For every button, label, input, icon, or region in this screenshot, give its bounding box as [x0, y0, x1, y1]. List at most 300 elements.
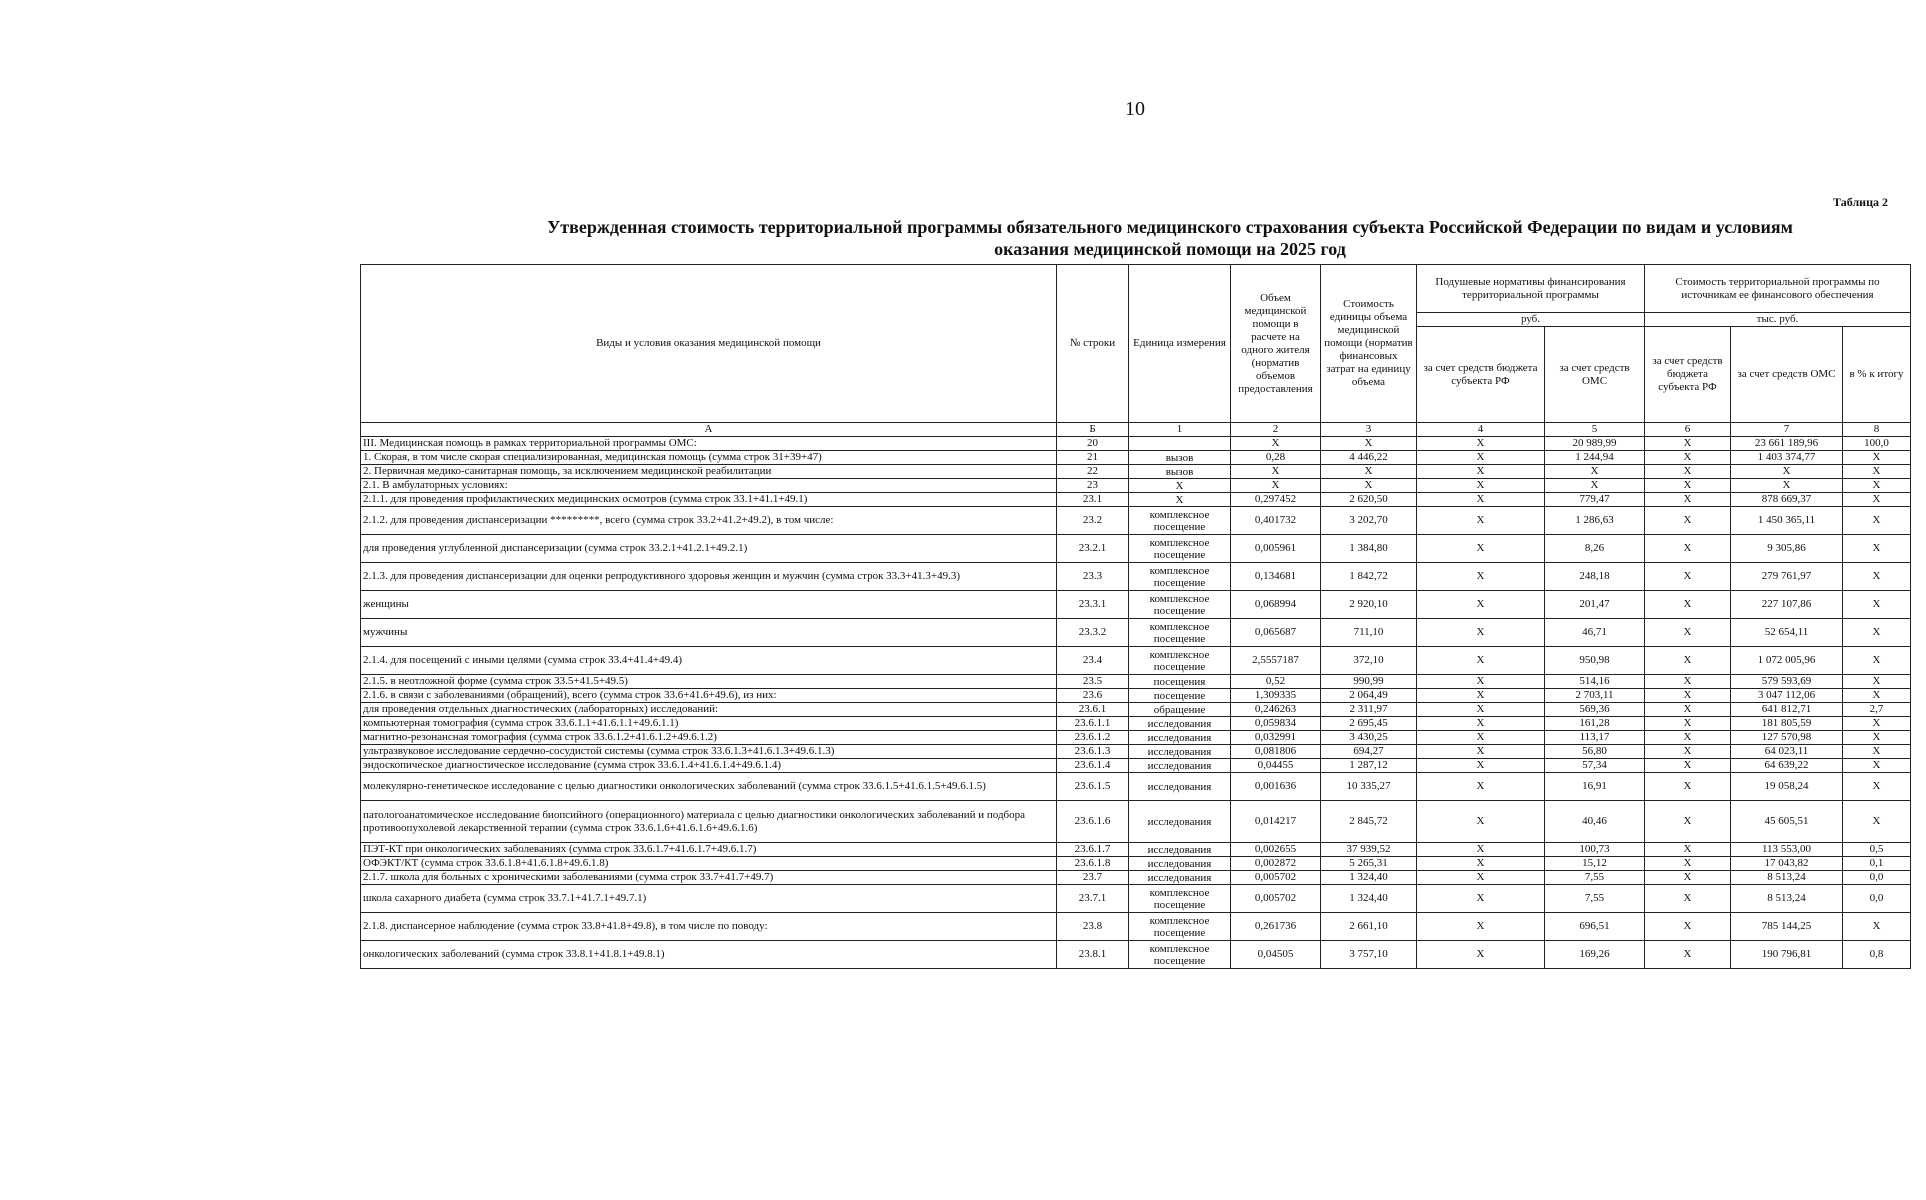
row-number: 23.6 — [1057, 689, 1129, 703]
row-percent: X — [1843, 591, 1911, 619]
row-oms-cost: 8 513,24 — [1731, 871, 1843, 885]
row-number: 23 — [1057, 479, 1129, 493]
table-row — [361, 689, 1911, 703]
header-activity: Виды и условия оказания медицинской помощи — [361, 265, 1057, 423]
row-percent: X — [1843, 535, 1911, 563]
table-row — [361, 493, 1911, 507]
row-budget-per-capita: X — [1417, 479, 1545, 493]
row-unit-cost: 694,27 — [1321, 745, 1417, 759]
row-budget-per-capita: X — [1417, 465, 1545, 479]
row-name: 1. Скорая, в том числе скорая специализированная, медицинская помощь (сумма строк 31+39+47) — [361, 451, 1057, 465]
row-percent: 0,0 — [1843, 885, 1911, 913]
row-budget-cost: X — [1645, 773, 1731, 801]
row-budget-cost: X — [1645, 465, 1731, 479]
row-number: 23.6.1.2 — [1057, 731, 1129, 745]
row-unit: исследования — [1129, 857, 1231, 871]
row-oms-cost: 113 553,00 — [1731, 843, 1843, 857]
row-volume: 1,309335 — [1231, 689, 1321, 703]
table-row — [361, 843, 1911, 857]
row-budget-cost: X — [1645, 871, 1731, 885]
row-volume: 0,065687 — [1231, 619, 1321, 647]
row-oms-cost: 127 570,98 — [1731, 731, 1843, 745]
row-budget-cost: X — [1645, 479, 1731, 493]
row-oms-per-capita: 40,46 — [1545, 801, 1645, 843]
table-row — [361, 437, 1911, 451]
row-budget-per-capita: X — [1417, 675, 1545, 689]
row-name: 2.1.8. диспансерное наблюдение (сумма строк 33.8+41.8+49.8), в том числе по поводу: — [361, 913, 1057, 941]
row-oms-per-capita: 161,28 — [1545, 717, 1645, 731]
row-volume: 0,261736 — [1231, 913, 1321, 941]
row-oms-per-capita: 248,18 — [1545, 563, 1645, 591]
row-budget-per-capita: X — [1417, 619, 1545, 647]
row-percent: X — [1843, 689, 1911, 703]
row-unit: комплексное посещение — [1129, 619, 1231, 647]
row-oms-per-capita: 950,98 — [1545, 647, 1645, 675]
row-number: 23.4 — [1057, 647, 1129, 675]
table-row — [361, 563, 1911, 591]
row-oms-per-capita: 113,17 — [1545, 731, 1645, 745]
row-oms-cost: 785 144,25 — [1731, 913, 1843, 941]
row-oms-per-capita: 1 244,94 — [1545, 451, 1645, 465]
row-volume: 0,04455 — [1231, 759, 1321, 773]
row-unit: комплексное посещение — [1129, 941, 1231, 969]
row-unit — [1129, 437, 1231, 451]
row-unit: исследования — [1129, 801, 1231, 843]
row-oms-cost: 641 812,71 — [1731, 703, 1843, 717]
row-number: 23.7 — [1057, 871, 1129, 885]
row-oms-cost: 64 023,11 — [1731, 745, 1843, 759]
row-percent: X — [1843, 563, 1911, 591]
row-percent: X — [1843, 717, 1911, 731]
row-budget-cost: X — [1645, 507, 1731, 535]
row-unit: комплексное посещение — [1129, 507, 1231, 535]
header-unit: Единица измерения — [1129, 265, 1231, 423]
row-percent: X — [1843, 619, 1911, 647]
row-unit: исследования — [1129, 773, 1231, 801]
table-row — [361, 941, 1911, 969]
row-name: для проведения углубленной диспансеризации (сумма строк 33.2.1+41.2.1+49.2.1) — [361, 535, 1057, 563]
row-unit: комплексное посещение — [1129, 563, 1231, 591]
table-row — [361, 745, 1911, 759]
row-budget-per-capita: X — [1417, 535, 1545, 563]
row-name: компьютерная томография (сумма строк 33.6.1.1+41.6.1.1+49.6.1.1) — [361, 717, 1057, 731]
row-budget-per-capita: X — [1417, 689, 1545, 703]
column-number: 3 — [1321, 423, 1417, 437]
row-volume: 0,032991 — [1231, 731, 1321, 745]
row-oms-per-capita: 7,55 — [1545, 885, 1645, 913]
row-number: 23.6.1.8 — [1057, 857, 1129, 871]
row-budget-cost: X — [1645, 647, 1731, 675]
row-unit-cost: 1 287,12 — [1321, 759, 1417, 773]
row-unit-cost: 372,10 — [1321, 647, 1417, 675]
row-volume: 0,52 — [1231, 675, 1321, 689]
row-name: женщины — [361, 591, 1057, 619]
row-name: магнитно-резонансная томография (сумма строк 33.6.1.2+41.6.1.2+49.6.1.2) — [361, 731, 1057, 745]
column-number: А — [361, 423, 1057, 437]
row-oms-cost: 190 796,81 — [1731, 941, 1843, 969]
row-unit: комплексное посещение — [1129, 591, 1231, 619]
row-budget-per-capita: X — [1417, 507, 1545, 535]
row-percent: X — [1843, 479, 1911, 493]
row-volume: X — [1231, 465, 1321, 479]
row-number: 23.6.1.1 — [1057, 717, 1129, 731]
column-number: 4 — [1417, 423, 1545, 437]
row-number: 23.3 — [1057, 563, 1129, 591]
row-unit-cost: X — [1321, 479, 1417, 493]
header-budget-per-capita: за счет средств бюджета субъекта РФ — [1417, 327, 1545, 423]
row-budget-per-capita: X — [1417, 843, 1545, 857]
row-unit-cost: X — [1321, 437, 1417, 451]
row-name: патологоанатомическое исследование биопсийного (операционного) материала с целью диагностики онкологических заболеваний и подбора противоопухолевой лекарственной терапии (сумма строк 33.6.1.6+41.6.1.6+49.6.1.6) — [361, 801, 1057, 843]
header-cost-group: Стоимость территориальной программы по источникам ее финансового обеспечения — [1645, 265, 1911, 313]
row-unit-cost: 2 311,97 — [1321, 703, 1417, 717]
row-budget-cost: X — [1645, 619, 1731, 647]
row-budget-per-capita: X — [1417, 591, 1545, 619]
row-volume: 0,04505 — [1231, 941, 1321, 969]
header-oms-per-capita: за счет средств ОМС — [1545, 327, 1645, 423]
row-unit-cost: 1 324,40 — [1321, 885, 1417, 913]
row-budget-cost: X — [1645, 745, 1731, 759]
row-volume: 0,005702 — [1231, 885, 1321, 913]
row-unit-cost: 3 202,70 — [1321, 507, 1417, 535]
row-percent: X — [1843, 493, 1911, 507]
table-row — [361, 801, 1911, 843]
row-name: 2.1.5. в неотложной форме (сумма строк 33.5+41.5+49.5) — [361, 675, 1057, 689]
row-budget-per-capita: X — [1417, 857, 1545, 871]
row-oms-cost: 19 058,24 — [1731, 773, 1843, 801]
row-oms-cost: 227 107,86 — [1731, 591, 1843, 619]
row-unit-cost: 2 695,45 — [1321, 717, 1417, 731]
row-budget-cost: X — [1645, 731, 1731, 745]
row-budget-per-capita: X — [1417, 801, 1545, 843]
row-budget-per-capita: X — [1417, 745, 1545, 759]
row-number: 23.2.1 — [1057, 535, 1129, 563]
table-row — [361, 591, 1911, 619]
row-oms-cost: 9 305,86 — [1731, 535, 1843, 563]
row-unit-cost: X — [1321, 465, 1417, 479]
row-percent: 0,5 — [1843, 843, 1911, 857]
row-unit-cost: 2 064,49 — [1321, 689, 1417, 703]
row-oms-per-capita: X — [1545, 479, 1645, 493]
row-unit: комплексное посещение — [1129, 647, 1231, 675]
row-volume: 0,005961 — [1231, 535, 1321, 563]
row-unit: обращение — [1129, 703, 1231, 717]
row-number: 23.6.1.3 — [1057, 745, 1129, 759]
row-oms-per-capita: X — [1545, 465, 1645, 479]
header-unit-rub: руб. — [1417, 313, 1645, 327]
header-per-capita-group: Подушевые нормативы финансирования территориальной программы — [1417, 265, 1645, 313]
row-oms-cost: 64 639,22 — [1731, 759, 1843, 773]
row-budget-cost: X — [1645, 493, 1731, 507]
row-oms-per-capita: 779,47 — [1545, 493, 1645, 507]
row-volume: 0,246263 — [1231, 703, 1321, 717]
row-oms-cost: 1 072 005,96 — [1731, 647, 1843, 675]
row-number: 23.6.1 — [1057, 703, 1129, 717]
row-unit-cost: 3 430,25 — [1321, 731, 1417, 745]
row-volume: 0,014217 — [1231, 801, 1321, 843]
row-budget-per-capita: X — [1417, 871, 1545, 885]
header-percent-total: в % к итогу — [1843, 327, 1911, 423]
row-budget-cost: X — [1645, 689, 1731, 703]
row-volume: X — [1231, 437, 1321, 451]
table-row — [361, 675, 1911, 689]
row-budget-per-capita: X — [1417, 885, 1545, 913]
row-volume: 0,005702 — [1231, 871, 1321, 885]
row-volume: 0,081806 — [1231, 745, 1321, 759]
row-budget-per-capita: X — [1417, 437, 1545, 451]
row-oms-per-capita: 46,71 — [1545, 619, 1645, 647]
row-unit: вызов — [1129, 465, 1231, 479]
row-budget-cost: X — [1645, 885, 1731, 913]
column-number: 5 — [1545, 423, 1645, 437]
row-unit: комплексное посещение — [1129, 535, 1231, 563]
row-unit: посещение — [1129, 689, 1231, 703]
row-unit-cost: 2 920,10 — [1321, 591, 1417, 619]
row-oms-cost: 45 605,51 — [1731, 801, 1843, 843]
row-unit: исследования — [1129, 745, 1231, 759]
row-number: 23.2 — [1057, 507, 1129, 535]
row-oms-cost: 23 661 189,96 — [1731, 437, 1843, 451]
row-percent: 0,1 — [1843, 857, 1911, 871]
row-name: для проведения отдельных диагностических (лабораторных) исследований: — [361, 703, 1057, 717]
row-number: 23.1 — [1057, 493, 1129, 507]
row-unit-cost: 1 842,72 — [1321, 563, 1417, 591]
row-budget-cost: X — [1645, 913, 1731, 941]
row-unit: вызов — [1129, 451, 1231, 465]
row-percent: X — [1843, 675, 1911, 689]
row-unit-cost: 3 757,10 — [1321, 941, 1417, 969]
row-budget-cost: X — [1645, 717, 1731, 731]
row-unit: исследования — [1129, 871, 1231, 885]
row-unit-cost: 2 661,10 — [1321, 913, 1417, 941]
row-volume: 0,297452 — [1231, 493, 1321, 507]
row-budget-cost: X — [1645, 451, 1731, 465]
row-name: онкологических заболеваний (сумма строк 33.8.1+41.8.1+49.8.1) — [361, 941, 1057, 969]
table-row — [361, 535, 1911, 563]
row-oms-per-capita: 2 703,11 — [1545, 689, 1645, 703]
row-oms-per-capita: 696,51 — [1545, 913, 1645, 941]
row-unit: исследования — [1129, 717, 1231, 731]
table-row — [361, 731, 1911, 745]
row-volume: 0,401732 — [1231, 507, 1321, 535]
row-budget-per-capita: X — [1417, 759, 1545, 773]
row-volume: 0,002872 — [1231, 857, 1321, 871]
row-budget-cost: X — [1645, 563, 1731, 591]
row-name: 2.1.1. для проведения профилактических медицинских осмотров (сумма строк 33.1+41.1+49.1) — [361, 493, 1057, 507]
row-number: 23.6.1.4 — [1057, 759, 1129, 773]
row-oms-cost: X — [1731, 479, 1843, 493]
row-oms-per-capita: 569,36 — [1545, 703, 1645, 717]
column-number-row — [361, 423, 1911, 437]
row-percent: 0,0 — [1843, 871, 1911, 885]
row-name: ультразвуковое исследование сердечно-сосудистой системы (сумма строк 33.6.1.3+41.6.1.3+49.6.1.3) — [361, 745, 1057, 759]
row-oms-cost: 878 669,37 — [1731, 493, 1843, 507]
row-budget-per-capita: X — [1417, 913, 1545, 941]
row-budget-cost: X — [1645, 675, 1731, 689]
row-unit: X — [1129, 479, 1231, 493]
row-budget-per-capita: X — [1417, 563, 1545, 591]
row-number: 21 — [1057, 451, 1129, 465]
row-unit-cost: 4 446,22 — [1321, 451, 1417, 465]
row-number: 23.7.1 — [1057, 885, 1129, 913]
table-row — [361, 479, 1911, 493]
table-row — [361, 913, 1911, 941]
document-title — [470, 216, 1870, 260]
row-oms-per-capita: 201,47 — [1545, 591, 1645, 619]
row-number: 22 — [1057, 465, 1129, 479]
row-oms-cost: 1 450 365,11 — [1731, 507, 1843, 535]
column-number: 6 — [1645, 423, 1731, 437]
row-unit-cost: 2 620,50 — [1321, 493, 1417, 507]
row-number: 23.6.1.7 — [1057, 843, 1129, 857]
cost-table — [360, 264, 1911, 969]
row-oms-per-capita: 169,26 — [1545, 941, 1645, 969]
row-budget-per-capita: X — [1417, 647, 1545, 675]
column-number: 1 — [1129, 423, 1231, 437]
row-unit-cost: 10 335,27 — [1321, 773, 1417, 801]
row-volume: 0,002655 — [1231, 843, 1321, 857]
row-budget-per-capita: X — [1417, 731, 1545, 745]
table-row — [361, 507, 1911, 535]
row-unit-cost: 2 845,72 — [1321, 801, 1417, 843]
row-oms-per-capita: 1 286,63 — [1545, 507, 1645, 535]
row-oms-per-capita: 16,91 — [1545, 773, 1645, 801]
row-percent: X — [1843, 465, 1911, 479]
row-number: 23.3.1 — [1057, 591, 1129, 619]
table-row — [361, 773, 1911, 801]
row-oms-cost: 181 805,59 — [1731, 717, 1843, 731]
page-number: 10 — [1125, 98, 1145, 120]
row-oms-per-capita: 100,73 — [1545, 843, 1645, 857]
table-row — [361, 717, 1911, 731]
row-budget-per-capita: X — [1417, 703, 1545, 717]
row-oms-per-capita: 20 989,99 — [1545, 437, 1645, 451]
header-unit-cost: Стоимость единицы объема медицинской помощи (норматив финансовых затрат на единицу объема — [1321, 265, 1417, 423]
row-percent: X — [1843, 913, 1911, 941]
row-budget-per-capita: X — [1417, 717, 1545, 731]
row-percent: X — [1843, 773, 1911, 801]
row-unit: исследования — [1129, 759, 1231, 773]
row-name: 2. Первичная медико-санитарная помощь, за исключением медицинской реабилитации — [361, 465, 1057, 479]
row-percent: X — [1843, 451, 1911, 465]
row-name: 2.1.3. для проведения диспансеризации для оценки репродуктивного здоровья женщин и мужчин (сумма строк 33.3+41.3+49.3) — [361, 563, 1057, 591]
header-unit-thousand-rub: тыс. руб. — [1645, 313, 1911, 327]
row-budget-cost: X — [1645, 941, 1731, 969]
row-budget-per-capita: X — [1417, 773, 1545, 801]
row-percent: X — [1843, 731, 1911, 745]
header-budget-cost: за счет средств бюджета субъекта РФ — [1645, 327, 1731, 423]
row-budget-per-capita: X — [1417, 493, 1545, 507]
row-name: 2.1. В амбулаторных условиях: — [361, 479, 1057, 493]
row-budget-cost: X — [1645, 591, 1731, 619]
row-volume: 0,28 — [1231, 451, 1321, 465]
row-oms-per-capita: 514,16 — [1545, 675, 1645, 689]
row-unit-cost: 37 939,52 — [1321, 843, 1417, 857]
row-name: 2.1.7. школа для больных с хроническими заболеваниями (сумма строк 33.7+41.7+49.7) — [361, 871, 1057, 885]
row-oms-cost: X — [1731, 465, 1843, 479]
row-budget-cost: X — [1645, 801, 1731, 843]
row-volume: 2,5557187 — [1231, 647, 1321, 675]
row-percent: X — [1843, 647, 1911, 675]
row-oms-cost: 52 654,11 — [1731, 619, 1843, 647]
row-percent: 0,8 — [1843, 941, 1911, 969]
title-line-2: оказания медицинской помощи на 2025 год — [994, 239, 1346, 259]
row-unit-cost: 1 384,80 — [1321, 535, 1417, 563]
row-unit: комплексное посещение — [1129, 913, 1231, 941]
row-name: эндоскопическое диагностическое исследование (сумма строк 33.6.1.4+41.6.1.4+49.6.1.4) — [361, 759, 1057, 773]
row-percent: X — [1843, 507, 1911, 535]
row-number: 23.6.1.5 — [1057, 773, 1129, 801]
row-oms-cost: 8 513,24 — [1731, 885, 1843, 913]
row-volume: 0,134681 — [1231, 563, 1321, 591]
row-oms-per-capita: 57,34 — [1545, 759, 1645, 773]
row-oms-cost: 1 403 374,77 — [1731, 451, 1843, 465]
table-row — [361, 885, 1911, 913]
column-number: 2 — [1231, 423, 1321, 437]
row-unit: исследования — [1129, 731, 1231, 745]
row-number: 23.8.1 — [1057, 941, 1129, 969]
row-unit-cost: 1 324,40 — [1321, 871, 1417, 885]
row-name: школа сахарного диабета (сумма строк 33.7.1+41.7.1+49.7.1) — [361, 885, 1057, 913]
row-number: 20 — [1057, 437, 1129, 451]
row-name: ОФЭКТ/КТ (сумма строк 33.6.1.8+41.6.1.8+49.6.1.8) — [361, 857, 1057, 871]
row-unit-cost: 5 265,31 — [1321, 857, 1417, 871]
row-name: мужчины — [361, 619, 1057, 647]
row-unit-cost: 711,10 — [1321, 619, 1417, 647]
row-oms-cost: 17 043,82 — [1731, 857, 1843, 871]
row-oms-per-capita: 56,80 — [1545, 745, 1645, 759]
row-oms-cost: 279 761,97 — [1731, 563, 1843, 591]
row-name: 2.1.6. в связи с заболеваниями (обращений), всего (сумма строк 33.6+41.6+49.6), из них: — [361, 689, 1057, 703]
table-row — [361, 647, 1911, 675]
row-percent: X — [1843, 745, 1911, 759]
header-volume: Объем медицинской помощи в расчете на одного жителя (норматив объемов предоставления — [1231, 265, 1321, 423]
row-number: 23.5 — [1057, 675, 1129, 689]
column-number: 8 — [1843, 423, 1911, 437]
row-oms-per-capita: 15,12 — [1545, 857, 1645, 871]
row-name: молекулярно-генетическое исследование с целью диагностики онкологических заболеваний (сумма строк 33.6.1.5+41.6.1.5+49.6.1.5) — [361, 773, 1057, 801]
row-volume: 0,068994 — [1231, 591, 1321, 619]
row-budget-cost: X — [1645, 759, 1731, 773]
row-percent: X — [1843, 759, 1911, 773]
row-percent: 100,0 — [1843, 437, 1911, 451]
row-volume: X — [1231, 479, 1321, 493]
header-row-number: № строки — [1057, 265, 1129, 423]
row-volume: 0,059834 — [1231, 717, 1321, 731]
row-oms-per-capita: 8,26 — [1545, 535, 1645, 563]
row-number: 23.3.2 — [1057, 619, 1129, 647]
column-number: 7 — [1731, 423, 1843, 437]
row-budget-per-capita: X — [1417, 941, 1545, 969]
table-row — [361, 759, 1911, 773]
table-row — [361, 451, 1911, 465]
row-unit-cost: 990,99 — [1321, 675, 1417, 689]
table-label: Таблица 2 — [1833, 195, 1888, 209]
row-unit: X — [1129, 493, 1231, 507]
row-name: 2.1.4. для посещений с иными целями (сумма строк 33.4+41.4+49.4) — [361, 647, 1057, 675]
row-name: 2.1.2. для проведения диспансеризации *********, всего (сумма строк 33.2+41.2+49.2), в том числе: — [361, 507, 1057, 535]
table-row — [361, 871, 1911, 885]
row-oms-per-capita: 7,55 — [1545, 871, 1645, 885]
header-oms-cost: за счет средств ОМС — [1731, 327, 1843, 423]
row-percent: X — [1843, 801, 1911, 843]
title-line-1: Утвержденная стоимость территориальной программы обязательного медицинского страхования субъекта Российской Федерации по видам и условиям — [547, 217, 1793, 237]
row-budget-cost: X — [1645, 535, 1731, 563]
row-name: ПЭТ-КТ при онкологических заболеваниях (сумма строк 33.6.1.7+41.6.1.7+49.6.1.7) — [361, 843, 1057, 857]
row-budget-per-capita: X — [1417, 451, 1545, 465]
table-row — [361, 703, 1911, 717]
row-number: 23.6.1.6 — [1057, 801, 1129, 843]
